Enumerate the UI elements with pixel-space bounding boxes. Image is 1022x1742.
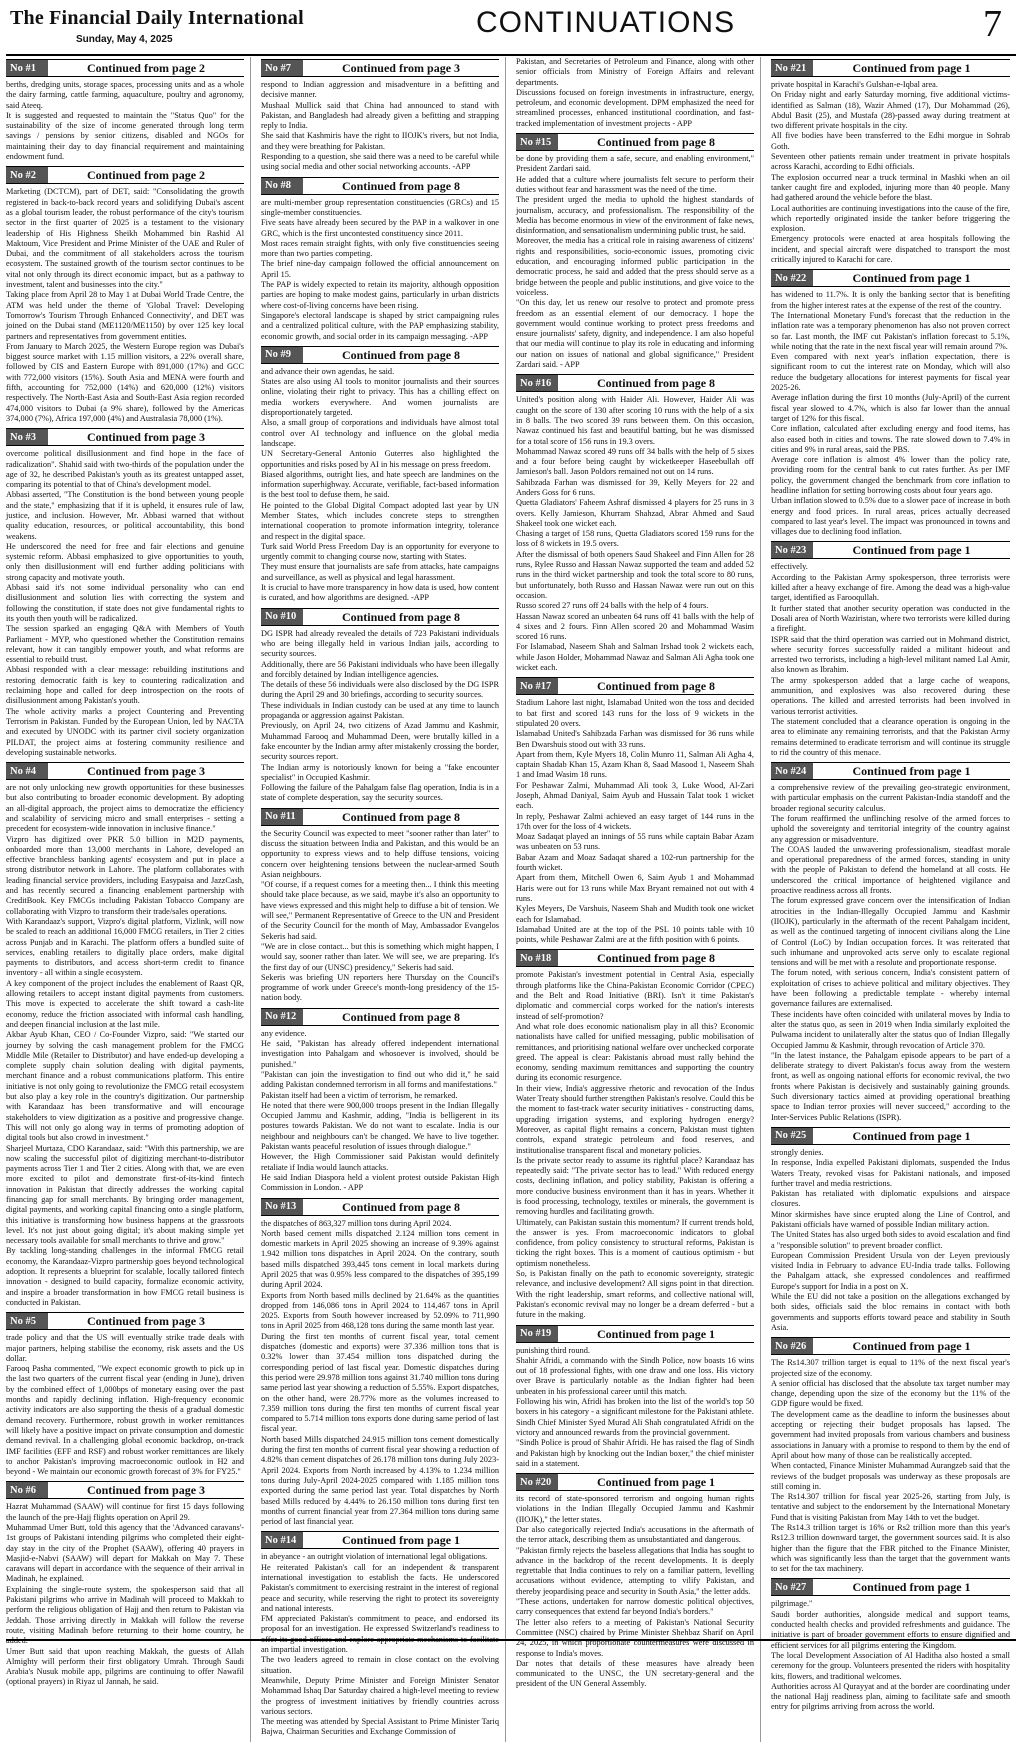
story-paragraph: Apart from them, Kyle Myers 18, Colin Munro 11, Salman Ali Agha 4, captain Shadab Khan 15, Azam Khan 8, Saad Masood 1, Naseem Shah 1 and Imad Wasim 18 runs. xyxy=(516,749,754,780)
story-paragraph: It further stated that another security operation was conducted in the Dosali area of North Waziristan, where two terrorists were killed during a firefight. xyxy=(771,603,1010,634)
story xyxy=(516,1325,754,1470)
continued-label: Continued from page 1 xyxy=(813,763,1010,779)
story-number: No #20 xyxy=(516,1474,558,1490)
story-paragraph: Moreover, the media has a critical role in raising awareness of citizens' rights and responsibilities, socio-economic issues, promoting civic education, and encouraging informed public participation in the democratic process, he said and added that the press should serve as a bridge between the people and public institutions, and give voice to the voiceless. xyxy=(516,236,754,297)
story-paragraph: Following the failure of the Pahalgam false flag operation, India is in a state of complete desperation, say the security sources. xyxy=(261,783,499,803)
story xyxy=(6,1481,244,1687)
story-paragraph: European Commission President Ursula von der Leyen previously visited India in February to advance EU-India trade talks. Following the Pahalgam attack, she expressed condolences and reaffirmed Europe's support for India in a post on X. xyxy=(771,1250,1010,1291)
story-paragraph: The meeting was attended by Special Assistant to Prime Minister Tariq Bajwa, Chairman Securities and Exchange Commission of xyxy=(261,1717,499,1737)
story-paragraph: With Karandaaz's support, Vizpro's digital platform, Vizlink, will now be scaled to reach an additional 16,000 FMCG retailers, in Tier 2 cities across Punjab and in Karachi. The platform offers a bundled suite of services, enabling retailers to digitally place orders, make digital payments to distributors, and access short-term credit to finance inventory - all within a single ecosystem. xyxy=(6,916,244,978)
story xyxy=(516,57,754,129)
story-paragraph: "Pakistan firmly rejects the baseless allegations that India has sought to advance in the backdrop of the recent developments. It is deeply regrettable that India continues to rely on a familiar pattern, levelling accusations without evidence, attempting to vilify Pakistan, and thereby jeopardising peace and security in South Asia," the letter adds. xyxy=(516,1545,754,1596)
continued-label: Continued from page 8 xyxy=(558,375,754,391)
story-paragraph: North based cement mills dispatched 2.124 million tons cement in domestic markets in April 2025 showing an increase of 9.39% against 1.942 million tons dispatches in April 2024. On the contrary, south based mills dispatched 393,445 tons cement in local markets during April 2025 that was 0.95% less compared to the dispatches of 395,199 during April 2024. xyxy=(261,1228,499,1290)
story-paragraph: The details of these 56 individuals were also disclosed by the DG ISPR during the April 29 and 30 briefings, according to security sources. xyxy=(261,680,499,700)
columns-container xyxy=(6,57,1016,1737)
story-number: No #18 xyxy=(516,950,558,966)
story-paragraph: Mushaal Mullick said that China had announced to stand with Pakistan, and Bangladesh had already given a befitting and strapping reply to India. xyxy=(261,100,499,131)
story-paragraph: Abbasi said it's not some individual personality who can end disillusionment and solution lies with correcting the system and following the constitution, if state does not give fundamental rights to its youth then youth will be radicalized. xyxy=(6,583,244,623)
story-header xyxy=(516,1473,754,1491)
story-paragraph: Exports from North based mills declined by 21.64% as the quantities dropped from 146,086 tons in April 2024 to 114,467 tons in April 2025. Exports from South however increased by 52.09% to 711,990 tons in April 2025 from 468,128 tons during the same month last year. xyxy=(261,1290,499,1331)
story-paragraph: By tackling long-standing challenges in the informal FMCG retail economy, the Karandaaz-Vizpro partnership goes beyond technological adoption. It represents a blueprint for scalable, locally tailored fintech innovation - designed to build capacity, formalize economic activity, and inspire a broader transformation in how FMCG retail business is conducted in Pakistan. xyxy=(6,1246,244,1307)
story-header xyxy=(261,177,499,195)
story-paragraph: They must ensure that journalists are safe from attacks, hate campaigns and surveillance, as well as physical and legal harassment. xyxy=(261,562,499,582)
story-paragraph: and advance their own agendas, he said. xyxy=(261,366,395,376)
story-paragraph: Muhammad Umer Butt, told this agency that the 'Advanced caravans'- 1st groups of Pakistani intending pilgrims who completed their eight-day stay in the city of the Prophet (SAAW), offering 40 prayers in Masjid-e-Nabvi (SAAW) will depart for Makkah on May 7. These caravans will depart in accordance with the sequence of their arrival in Madinah, he explained. xyxy=(6,1523,244,1584)
story-paragraph: After the dismissal of both openers Saud Shakeel and Finn Allen for 28 runs, Rylee Russo and Hassan Nawaz supported the team and added 52 runs in the third wicket partnership and took the total score to 80 runs, but unfortunately, both Russo and Hassan Nawaz were run out on this occasion. xyxy=(516,549,754,600)
continued-label: Continued from page 8 xyxy=(303,609,499,625)
story-paragraph: Islamabad United's Sahibzada Farhan was dismissed for 36 runs while Ben Dwarshuis stood out with 33 runs. xyxy=(516,729,754,749)
story-number: No #9 xyxy=(261,347,303,363)
story-paragraph: Minor skirmishes have since erupted along the Line of Control, and Pakistani officials have warned of possible Indian military action. xyxy=(771,1209,1010,1229)
story xyxy=(6,762,244,1308)
story-number: No #7 xyxy=(261,60,303,76)
story-paragraph: Umer Butt said that upon reaching Makkah, the guests of Allah Almighty will perform their first obligatory Umrah. Through Saudi Arabia's Nusuk mobile app, pilgrims are continuing to offer Nawafil (optional prayers) in Riyaz ul Jannah, he said. xyxy=(6,1646,244,1687)
story-paragraph: She said that Kashmiris have the right to IIOJK's rivers, but not India, and they were breathing for Pakistan. xyxy=(261,131,499,151)
story-paragraph: be done by providing them a safe, secure, and enabling environment," President Zardari said. xyxy=(516,154,754,174)
story-paragraph: Emergency protocols were enacted at area hospitals following the incident, and special aircraft were dispatched to transport the most critically injured to Karachi for care. xyxy=(771,234,1010,265)
story-number: No #13 xyxy=(261,1199,303,1215)
story xyxy=(261,608,499,804)
story xyxy=(6,59,244,162)
story-paragraph: The United States has also urged both sides to avoid escalation and find a "responsible solution" to prevent broader conflict. xyxy=(771,1230,1010,1250)
story-number: No #10 xyxy=(261,609,303,625)
story-number: No #23 xyxy=(771,542,813,558)
story-paragraph: Urban inflation slowed to 0.5% due to a slower pace of increase in both energy and food prices. In rural areas, prices actually decreased compared to last year's level. The impact was pronounced in towns and villages due to declining food inflation. xyxy=(771,496,1010,537)
story-number: No #14 xyxy=(261,1532,303,1548)
column-2 xyxy=(261,57,506,1742)
story-paragraph: He reiterated Pakistan's call for an independent & transparent international investigation to establish the facts. He underscored Pakistan's commitment to exercising restraint in the interest of regional peace and security, while reserving the right to protect its sovereignty and national interests. xyxy=(261,1562,499,1613)
section-title: CONTINUATIONS xyxy=(476,6,736,39)
story-paragraph: Farooq Pasha commented, "We expect economic growth to pick up in the last two quarters of the current fiscal year (ending in June), driven by the combined effect of 1,000bps of monetary easing over the past months and rapidly declining inflation. High-frequency economic activity indicators are also supporting the thesis of a gradual domestic demand recovery. Furthermore, robust growth in worker remittances will likely have a positive impact on private consumption and domestic demand revival. In a challenging global economic backdrop, on-track IMF facilities (EFF and RSF) and robust worker remittances are likely to anchor Pakistan's improving macroeconomic outlook in H2 and beyond - We maintain our economic growth forecast of 3% for FY25." xyxy=(6,1364,244,1477)
story-paragraph: "We are in close contact... but this is something which might happen, I would say, sooner rather than later. We will see, we are preparing. It's the first day of our (UNSC) presidency," Sekeris had said. xyxy=(261,941,499,972)
story-paragraph: Taking place from April 28 to May 1 at Dubai World Trade Centre, the ATM was held under the theme of 'Global Travel: Developing Tomorrow's Tourism Through Enhanced Connectivity', and DET was joined on the Dubai stand (ME1120/ME1150) by over 125 key local partners and representatives from government entities. xyxy=(6,290,244,341)
story-header xyxy=(6,762,244,780)
continued-label: Continued from page 3 xyxy=(48,763,244,779)
story-paragraph: Moaz Sadaqat played an innings of 55 runs while captain Babar Azam was unbeaten on 53 runs. xyxy=(516,832,754,852)
continued-label: Continued from page 1 xyxy=(813,1128,1010,1144)
story-paragraph: So, is Pakistan finally on the path to economic sovereignty, strategic relevance, and inclusive development? All signs point in that direction. With the right leadership, smart reforms, and collective national will, Pakistan's economic revival may no longer be a dream deferred - but a future in the making. xyxy=(516,1269,754,1320)
story xyxy=(261,177,499,342)
story-paragraph: The statement concluded that a clearance operation is ongoing in the area to eliminate any remaining terrorists, and that the Pakistan Army remains determined to eradicate terrorism and will continue its struggle to rid the country of this menace. xyxy=(771,716,1010,757)
continued-label: Continued from page 2 xyxy=(48,60,244,76)
story-paragraph: Pakistan, and Secretaries of Petroleum and Finance, along with other senior officials from Ministry of Foreign Affairs and relevant departments. xyxy=(516,57,754,87)
story xyxy=(771,269,1010,537)
story-paragraph: Following his win, Afridi has broken into the list of the world's top 50 boxers in his category - a significant milestone for the Pakistani athlete. xyxy=(516,1397,754,1417)
story-number: No #5 xyxy=(6,1313,48,1329)
story-paragraph: Seventeen other patients remain under treatment in private hospitals across Karachi, according to Edhi officials. xyxy=(771,152,1010,172)
story-paragraph: in abeyance - an outright violation of international legal obligations. xyxy=(261,1552,488,1562)
story-paragraph: pilgrimage." xyxy=(771,1599,813,1609)
story-paragraph: private hospital in Karachi's Gulshan-e-Iqbal area. xyxy=(771,80,938,89)
story-paragraph: Quetta Gladiators' Faheem Ashraf dismissed 4 players for 25 runs in 3 overs. Kelly Jamieson, Khurram Shahzad, Abrar Ahmed and Saud Shakeel took one wicket each. xyxy=(516,498,754,528)
story-header xyxy=(261,608,499,626)
story-paragraph: overcome political disillusionment and find hope in the face of radicalization". Shahid said with two-thirds of the population under the age of 32, he described Pakistan's youth as its greatest untapped asset, comparing its potential to that of China's development model. xyxy=(6,449,244,490)
story xyxy=(771,541,1010,758)
story-paragraph: trade policy and that the US will eventually strike trade deals with major partners, helping stabilise the economy, risk assets and the US dollar. xyxy=(6,1333,244,1363)
story-paragraph: While the EU did not take a position on the allegations exchanged by both sides, officials said the bloc remains in contact with both governments and supports efforts toward peace and stability in South Asia. xyxy=(771,1292,1010,1332)
page-number: 7 xyxy=(983,3,1002,45)
continued-label: Continued from page 8 xyxy=(558,950,754,966)
story-paragraph: Local authorities are continuing investigations into the cause of the fire, which reportedly originated inside the tanker before triggering the explosion. xyxy=(771,203,1010,234)
story-paragraph: And what role does economic nationalism play in all this? Economic nationalists have called for unified messaging, public mobilisation of remittances, and prioritising national welfare over unchecked corporate greed. The appeal is clear: Pakistanis abroad must rally behind the economy, sending maximum remittances and supporting the country during its economic resurgence. xyxy=(516,1021,754,1083)
story-paragraph: Is the private sector ready to assume its rightful place? Karandaaz has repeatedly said: "The private sector has to lead." With reduced energy costs, declining inflation, and policy stability, Pakistan is offering a more conducive business environment than it has in years. Whether it is food processing, technology, textiles or minerals, the government is removing hurdles and facilitating growth. xyxy=(516,1155,754,1217)
footer-rule xyxy=(6,1639,1016,1641)
story-paragraph: punishing third round. xyxy=(516,1345,590,1355)
story-paragraph: Marketing (DCTCM), part of DET, said: "Consolidating the growth registered in back-to-back record years and solidifying Dubai's ascent as a global tourism leader, the robust performance of the city's tourism sector in the first quarter of 2025 is a testament to the visionary leadership of His Highness Sheikh Mohammed bin Rashid Al Maktoum, Vice President and Prime Minister of the UAE and Ruler of Dubai, and the commitment of all stakeholders across the tourism ecosystem. The sustained growth of the tourism sector continues to be vital not only through its direct economic impact, but as a pathway to investment, talent and businesses into the city." xyxy=(6,187,244,290)
story-paragraph: Hassan Nawaz scored an unbeaten 64 runs off 41 balls with the help of 4 sixes and 2 fours. Finn Allen scored 20 and Mohammad Wasim scored 16 runs. xyxy=(516,611,754,642)
continued-label: Continued from page 3 xyxy=(48,1313,244,1329)
story-paragraph: a comprehensive review of the prevailing geo-strategic environment, with particular emphasis on the current Pakistan-India standoff and the broader regional security calculus. xyxy=(771,783,1010,813)
story-paragraph: Explaining the single-route system, the spokesperson said that all Pakistani pilgrims who arrive in Madinah will proceed to Makkah to perform the religious obligation of Hajj and then return to Pakistan via Jeddah. Those arriving directly in Makkah will follow the reverse route, visiting Madinah before returning to their home country, he added. xyxy=(6,1584,244,1646)
story-paragraph: States are also using AI tools to monitor journalists and their sources online, violating their right to privacy. This has a chilling effect on media workers everywhere. And women journalists are disproportionately targeted. xyxy=(261,377,499,418)
story-header xyxy=(771,59,1010,77)
story xyxy=(771,1127,1010,1333)
story-paragraph: Authorities across Al Qurayyat and at the border are coordinating under the national Hajj readiness plan, aiming to facilitate safe and smooth entry for pilgrims arriving from across the world. xyxy=(771,1681,1010,1712)
story-paragraph: The brief nine-day campaign followed the official announcement on April 15. xyxy=(261,259,499,279)
story-paragraph: "On this day, let us renew our resolve to protect and promote press freedom as an essential element of our democracy. I hope the government would continue working to protect press freedoms and ensure journalists' safety, dignity, and independence. I am also hopeful that our media will continue to play its role in educating and informing our nation on issues of national and global significance," President Zardari said. - APP xyxy=(516,298,754,370)
story-paragraph: "Pakistan can join the investigation to find out who did it," he said adding Pakistan condemned terrorism in all forms and manifestations." xyxy=(261,1069,499,1090)
story-number: No #3 xyxy=(6,429,48,445)
story-paragraph: In their view, India's aggressive rhetoric and revocation of the Indus Water Treaty should further strengthen Pakistan's resolve. Could this be the moment to fast-track water security initiatives - constructing dams, upgrading irrigation systems, and exploring hydrogen energy? Moreover, as capital flight remains a concern, Pakistan must tighten controls, expand strategic petroleum and food reserves, and institutionalise transparent fiscal and monetary policies. xyxy=(516,1083,754,1155)
story-paragraph: In reply, Peshawar Zalmi achieved an easy target of 144 runs in the 17th over for the loss of 4 wickets. xyxy=(516,811,754,831)
story xyxy=(261,1008,499,1194)
story-header xyxy=(771,1337,1010,1355)
masthead xyxy=(6,4,1016,56)
story-paragraph: The International Monetary Fund's forecast that the reduction in the inflation rate was a temporary phenomenon has also not proven correct so far. Last month, the IMF cut Pakistan's inflation forecast to 5.1%, while noting that the rate in the next fiscal year will remain around 7%. xyxy=(771,310,1010,351)
story-header xyxy=(261,1198,499,1216)
story-paragraph: respond to Indian aggression and misadventure in a befitting and decisive manner. xyxy=(261,80,499,100)
story-paragraph: Babar Azam and Moaz Sadaqat shared a 102-run partnership for the fourth wicket. xyxy=(516,852,754,873)
story-paragraph: berths, dredging units, storage spaces, processing units and as a whole the dairy farming, cattle farming, aquaculture, poultry and agronomy, said Ateeq. xyxy=(6,80,244,110)
story-paragraph: "These actions, undertaken for narrow domestic political objectives, carry consequences that extend far beyond India's borders." xyxy=(516,1597,754,1617)
story xyxy=(261,1198,499,1528)
story-paragraph: Core inflation, calculated after excluding energy and food items, has also eased both in cities and towns. The rate slowed down to 7.4% in cities and 9% in rural areas, said the PBS. xyxy=(771,424,1010,454)
story-paragraph: FM appreciated Pakistan's commitment to peace, and endorsed its proposal for an investigation. He expressed Switzerland's readiness to offer its good offices and explore appropriate mechanisms to facilitate an impartial investigation. xyxy=(261,1614,499,1655)
story-paragraph: The forum reaffirmed the unflinching resolve of the armed forces to uphold the sovereignty and territorial integrity of the country against any aggression or misadventure. xyxy=(771,814,1010,844)
continued-label: Continued from page 8 xyxy=(303,178,499,194)
story-paragraph: Shahir Afridi, a commando with the Sindh Police, now boasts 16 wins out of 18 professional fights, with one draw and one loss. His victory over Brave is particularly notable as the Indian fighter had been unbeaten in his professional career until this match. xyxy=(516,1355,754,1396)
story-number: No #4 xyxy=(6,763,48,779)
story-header xyxy=(6,59,244,77)
story-paragraph: Russo scored 27 runs off 24 balls with the help of 4 fours. xyxy=(516,601,709,611)
story-paragraph: Discussions focused on foreign investments in infrastructure, energy, petroleum, and economic development. DPM emphasized the need for streamlined processes, enhanced institutional coordination, and fast-tracked implementation of investment projects - APP xyxy=(516,87,754,128)
story-paragraph: Vizpro has digitized over PKR 5.0 billion in M2D payments, onboarded more than 13,000 merchants in Lahore, developed an effective branchless banking agents' ecosystem and put in place a strong distributor network in Lahore. The platform collaborates with leading financial service providers, including Easypaisa and JazzCash, and has recently secured a financing enablement partnership with CreditBook. Key FMCGs including Pakistan Tobacco Company are collaborating with Vizpro to transform their trade/sales operations. xyxy=(6,834,244,916)
story-header xyxy=(6,1481,244,1499)
column-3 xyxy=(516,57,761,1742)
continued-label: Continued from page 1 xyxy=(558,1474,754,1490)
story-paragraph: has widened to 11.7%. It is only the banking sector that is benefiting from the higher interest rates at the expense of the rest of the country. xyxy=(771,290,1010,310)
story-paragraph: During the first ten months of current fiscal year, total cement dispatches (domestic and exports) were 37.336 million tons that is 0.32% lower than 37.454 million tons dispatched during the corresponding period of last fiscal year. Domestic dispatches during this period were 29.978 million tons against 31.740 million tons during same period last year showing a reduction of 5.55%. Export dispatches, on the other hand, were 28.77% more as the volumes increased to 7.359 million tons during the first ten months of current fiscal year compared to 5.714 million tons exports done during same period of last fiscal year. xyxy=(261,1331,499,1434)
story-number: No #24 xyxy=(771,763,813,779)
story-number: No #12 xyxy=(261,1009,303,1025)
column-1 xyxy=(6,57,251,1742)
continued-label: Continued from page 1 xyxy=(558,1326,754,1342)
continued-label: Continued from page 8 xyxy=(303,1009,499,1025)
story-paragraph: Hazrat Muhammad (SAAW) will continue for first 15 days following the launch of the pre-Hajj flights operation on April 29. xyxy=(6,1502,244,1522)
story-paragraph: The two leaders agreed to remain in close contact on the evolving situation. xyxy=(261,1655,499,1675)
story-paragraph: The PAP is widely expected to retain its majority, although opposition parties are hoping to make modest gains, particularly in urban districts where cost-of-living concerns have been rising. xyxy=(261,280,499,310)
story-paragraph: promote Pakistan's investment potential in Central Asia, especially through platforms like the China-Pakistan Economic Corridor (CPEC) and the Belt and Road Initiative (BRI). Isn't it time Pakistan's diplomatic and commercial corps worked for the nation's interests instead of self-promotion? xyxy=(516,970,754,1021)
continued-label: Continued from page 1 xyxy=(813,270,1010,286)
continued-label: Continued from page 8 xyxy=(558,678,754,694)
story-paragraph: The forum noted, with serious concern, India's consistent pattern of exploitation of crises to achieve political and military objectives. They have been following a predictable template - whereby internal governance failures are externalised. xyxy=(771,968,1010,1009)
story xyxy=(516,949,754,1320)
story-paragraph: Pakistan itself had been a victim of terrorism, he remarked. xyxy=(261,1090,458,1100)
continued-label: Continued from page 1 xyxy=(813,542,1010,558)
story-header xyxy=(771,1127,1010,1145)
story-number: No #26 xyxy=(771,1338,813,1354)
story-paragraph: According to the Pakistan Army spokesperson, three terrorists were killed after a heavy exchange of fire. Among the dead was a high-value target, identified as Farooqullah. xyxy=(771,572,1010,603)
story-number: No #15 xyxy=(516,134,558,150)
story-header xyxy=(261,59,499,77)
story xyxy=(516,1473,754,1690)
story-paragraph: United's position along with Haider Ali. However, Haider Ali was caught on the score of 130 after scoring 10 runs with the help of a six in 8 balls. The two scored 39 runs between them. On this occasion, Nawaz continued his fast and beautiful batting, but he was dismissed for a total score of 156 runs in 19.3 overs. xyxy=(516,395,754,446)
newspaper-title: The Financial Daily International xyxy=(10,7,304,29)
story-paragraph: ISPR said that the third operation was carried out in Mohmand district, where security forces successfully raided a militant hideout and arrested two terrorists, including a high-level militant named Lal Amir, also known as Ibrahim. xyxy=(771,634,1010,675)
story xyxy=(516,133,754,370)
story-paragraph: It is suggested and requested to maintain the "Status Quo" for the sustainability of the size of income generated through long term savings / pensions by senior citizens, disabled and NGOs for maintaining their day to day financial requirement and maintaining endowment fund. xyxy=(6,110,244,162)
story-paragraph: These incidents have often coincided with unilateral moves by India to alter the status quo, as seen in 2019 when India similarly exploited the Pulwama incident to unilaterally alter the status quo of Indian Illegally Occupied Jammu & Kashmir, through revocation of Article 370. xyxy=(771,1009,1010,1050)
story-number: No #16 xyxy=(516,375,558,391)
story-paragraph: Saudi border authorities, alongside medical and support teams, conducted health checks and provided refreshments and guidance. The initiative is part of broader government efforts to ensure dignified and efficient services for all pilgrims entering the Kingdom. xyxy=(771,1609,1010,1650)
story xyxy=(516,374,754,673)
story-paragraph: The explosion occurred near a truck terminal in Mashki when an oil tanker caught fire and exploded, injuring more than 40 people. Many had gathered around the vehicle before the blast. xyxy=(771,172,1010,203)
story-paragraph: Apart from them, Mitchell Owen 6, Saim Ayub 1 and Mohammad Haris were out for 13 runs while Max Bryant remained not out with 4 runs. xyxy=(516,873,754,903)
story-header xyxy=(261,1008,499,1026)
story-paragraph: Dar also categorically rejected India's accusations in the aftermath of the terror attack, describing them as unsubstantiated and dangerous. xyxy=(516,1525,754,1545)
story-paragraph: Turk said World Press Freedom Day is an opportunity for everyone to urgently commit to changing course now, starting with States. xyxy=(261,541,499,562)
story-number: No #19 xyxy=(516,1326,558,1342)
story-header xyxy=(516,133,754,151)
continued-label: Continued from page 1 xyxy=(813,60,1010,76)
continued-label: Continued from page 3 xyxy=(48,429,244,445)
story-paragraph: the dispatches of 863,327 million tons during April 2024. xyxy=(261,1218,452,1228)
story-paragraph: The president urged the media to uphold the highest standards of journalism, accuracy, and professionalism. The responsibility of the Media has become enormous in view of the environment of fake news, disinformation, and sensationalism undermining public trust, he said. xyxy=(516,195,754,236)
story-paragraph: Sharjeel Murtaza, CDO Karandaaz, said: "With this partnership, we are now scaling the successful pilot of digitizing merchant-to-distributor payments across Tier 1 and Tier 2 cities. Along with that, we are even more excited to pilot and demonstrate first-of-its-kind fintech innovation in Pakistan that directly addresses the working capital financing gap for small merchants. By bringing order management, digital payments, and working capital financing onto a single platform, this initiative is transforming how business happens at the grassroots level. It's not just about going digital; it's about making simple yet necessary tools available for small merchants to thrive and grow." xyxy=(6,1143,244,1246)
story-paragraph: The session sparked an engaging Q&A with Members of Youth Parliament - MYP, who questioned whether the Constitution remains relevant, how it can tangibly empower youth, and what reforms are essential to rebuild trust. xyxy=(6,624,244,665)
story-paragraph: He noted that there were 900,000 troops present in the Indian Illegally Occupied Jammu and Kashmir, adding, "India is belligerent in its postures towards Pakistan. We do not want to escalate. India is our neighbour and neighbours can't be changed. We have to live together. Pakistan wants peaceful resolution of issues through dialogue." xyxy=(261,1100,499,1152)
story-paragraph: However, the High Commissioner said Pakistan would definitely retaliate if India would launch attacks. xyxy=(261,1152,499,1172)
story-paragraph: In response, India expelled Pakistani diplomats, suspended the Indus Waters Treaty, revoked visas for Pakistani nationals, and imposed further travel and media restrictions. xyxy=(771,1158,1010,1188)
story-paragraph: are multi-member group representation constituencies (GRCs) and 15 single-member constituencies. xyxy=(261,197,499,217)
story-header xyxy=(516,949,754,967)
story-header xyxy=(771,269,1010,287)
story-paragraph: Sekeris was briefing UN reporters here Thursday on the Council's programme of work under Greece's month-long presidency of the 15-nation body. xyxy=(261,972,499,1003)
story-header xyxy=(771,762,1010,780)
story-header xyxy=(771,541,1010,559)
story-paragraph: Sindh Chief Minister Syed Murad Ali Shah congratulated Afridi on the victory and announced rewards from the provincial government. xyxy=(516,1417,754,1437)
story-paragraph: "In the latest instance, the Pahalgam episode appears to be part of a deliberate strategy to divert Pakistan's focus away from the western front, as well as ongoing national efforts for economic revival, the two fronts where Pakistan is decisively and sustainably gaining grounds. Such diversionary tactics aimed at providing operational breathing space to Indian terror proxies will never succeed," according to the Inter-Services Public Relations (ISPR). xyxy=(771,1050,1010,1122)
story-paragraph: Sahibzada Farhan was dismissed for 39, Kelly Meyers for 22 and Anders Goss for 6 runs. xyxy=(516,477,754,497)
story-paragraph: Ultimately, can Pakistan sustain this momentum? If current trends hold, the answer is yes. From macroeconomic indicators to global confidence, from policy consistency to structural reforms, Pakistan is ticking the right boxes. This is a moment of cautious optimism - but optimism nonetheless. xyxy=(516,1217,754,1268)
story-paragraph: The letter also refers to a meeting of Pakistan's National Security Committee (NSC) chaired by Prime Minister Shehbaz Sharif on April 24, 2025, in which proportionate countermeasures were discussed in response to India's moves. xyxy=(516,1617,754,1658)
story-header xyxy=(261,346,499,364)
story-paragraph: Average core inflation is almost 4% lower than the policy rate, providing room for the central bank to cut rates further. As per IMF policy, the government changed the benchmark from core inflation to headline inflation for setting borrowing costs about four years ago. xyxy=(771,455,1010,495)
story-number: No #2 xyxy=(6,167,48,183)
story-paragraph: Abbasi asserted, "The Constitution is the bond between young people and the state," emphasizing that if it is upheld, it ensures rule of law, justice, and inclusion. However, Mr. Abbasi warned that without quality education, resources, or political accountability, this bond weakens. xyxy=(6,490,244,541)
story xyxy=(261,346,499,604)
story-paragraph: Chasing a target of 158 runs, Quetta Gladiators scored 159 runs for the loss of 8 wickets in 19.5 overs. xyxy=(516,529,754,549)
story-paragraph: Abbasi responded with a clear message: rebuilding institutions and restoring democratic faith is key to countering radicalization and reclaiming hope and called for deep introspection on the roots of disillusionment among Pakistan's youth. xyxy=(6,665,244,706)
story-number: No #21 xyxy=(771,60,813,76)
story-paragraph: A key component of the project includes the enablement of Raast QR, allowing retailers to accept instant digital payments from customers. This move is expected to accelerate the shift toward a cash-lite economy, reduce the friction associated with informal cash handling, and deepen financial inclusion at the last mile. xyxy=(6,978,244,1029)
story-paragraph: For Peshawar Zalmi, Muhammad Ali took 3, Luke Wood, Al-Zari Joseph, Ahmad Daniyal, Saim Ayub and Hussain Talat took 1 wicket each. xyxy=(516,780,754,811)
continued-label: Continued from page 3 xyxy=(48,1482,244,1498)
story-header xyxy=(516,1325,754,1343)
story-paragraph: It is crucial to have more transparency in how data is used, how content is curated, and how algorithms are designed. -APP xyxy=(261,583,499,603)
story-paragraph: the Security Council was expected to meet "sooner rather than later" to discuss the situation between India and Pakistan, and this would be an opportunity to express views and to help diffuse tensions, voicing concern over heightening tensions between the nuclear-armed South Asian neighbours. xyxy=(261,828,499,879)
continued-label: Continued from page 3 xyxy=(303,60,499,76)
story-paragraph: Islamabad United are at the top of the PSL 10 points table with 10 points, while Peshawar Zalmi are at the fifth position with 6 points. xyxy=(516,924,754,945)
story-paragraph: Dar notes that details of these measures have already been communicated to the UNSC, the UN secretary-general and the president of the UN General Assembly. xyxy=(516,1658,754,1689)
continued-label: Continued from page 1 xyxy=(813,1579,1010,1595)
story-paragraph: Responding to a question, she said there was a need to be careful while using social media and other social networking accounts. -APP xyxy=(261,152,499,172)
story-paragraph: Also, a small group of corporations and individuals have almost total control over AI technology and influence on the global media landscape. xyxy=(261,418,499,448)
story-paragraph: The COAS lauded the unwavering professionalism, steadfast morale and operational preparedness of the armed forces, standing in unity with the people of Pakistan to defend the homeland at all costs. He underscored the critical importance of heightened vigilance and proactive readiness across all fronts. xyxy=(771,844,1010,896)
continued-label: Continued from page 8 xyxy=(303,809,499,825)
story-header xyxy=(516,677,754,695)
story-paragraph: The local Development Association of Al Haditha also hosted a small ceremony for the group. Volunteers presented the riders with hospitality kits, flowers, and traditional welcomes. xyxy=(771,1650,1010,1681)
story-paragraph: Previously, on April 24, two citizens of Azad Jammu and Kashmir, Muhammad Farooq and Muhammad Deen, were brutally killed in a fake encounter by the Indian army after mistakenly crossing the border, security sources report. xyxy=(261,721,499,762)
story xyxy=(6,1312,244,1477)
story-number: No #11 xyxy=(261,809,303,825)
story-paragraph: Even compared with next year's inflation expectation, there is significant room to cut the interest rate on Monday, which will also reduce the budgetary allocations for interest payments for fiscal year 2025-26. xyxy=(771,352,1010,393)
story-number: No #17 xyxy=(516,678,558,694)
story-paragraph: Pakistan has retaliated with diplomatic expulsions and airspace closures. xyxy=(771,1189,1010,1209)
story-paragraph: The army spokesperson added that a large cache of weapons, ammunition, and explosives was also recovered during these operations. The killed and arrested terrorists had been involved in various terrorist activities. xyxy=(771,675,1010,716)
story-paragraph: Most races remain straight fights, with only five constituencies seeing more than two parties competing. xyxy=(261,238,499,259)
story-paragraph: When contacted, Finance Minister Muhammad Aurangzeb said that the reviews of the budget proposals was underway as these proposals are still coming in. xyxy=(771,1461,1010,1491)
story-paragraph: Akbar Ayub Khan, CEO / Co-Founder Vizpro, said: "We started our journey by solving the cash management problem for the FMCG Middle Mile (Retailer to Distributor) and have ended-up developing a complete supply chain solution dealing with digital payments, merchant finance and a robust communications platform. This entire initiative is not only going to revolutionize the FMCG retail ecosystem but also play a key role in the country's digitization. Our partnership with Karandaaz has been transformative and will encourage stakeholders to view digitization as a positive and progressive change. This will not only go along way in terms of promoting adoption of digital tools but also crowd in investment." xyxy=(6,1030,244,1143)
story-paragraph: Kyles Meyers, De Varshuis, Naseem Shah and Mudith took one wicket each for Islamabad. xyxy=(516,904,754,924)
story-paragraph: any evidence. xyxy=(261,1028,307,1038)
story-paragraph: He underscored the need for free and fair elections and genuine systemic reform. Abbasi emphasized to give opportunities to youth, only then disillusionment will end further adding politicians with strong capacity and motivate youth. xyxy=(6,541,244,582)
continued-label: Continued from page 8 xyxy=(558,134,754,150)
story-header xyxy=(6,166,244,184)
story-paragraph: Biased algorithms, outright lies, and hate speech are landmines on the information superhighway. Accurate, verifiable, fact-based information is the best tool to defuse them, he said. xyxy=(261,469,499,500)
story-paragraph: "Sindh Police is proud of Shahir Afridi. He has raised the flag of Sindh and Pakistan high by knocking out the Indian boxer," the chief minister said in a statement. xyxy=(516,1438,754,1468)
story xyxy=(6,166,244,424)
story-paragraph: All five bodies have been transferred to the Edhi morgue in Sohrab Goth. xyxy=(771,131,1010,151)
story-header xyxy=(261,1531,499,1549)
story-paragraph: strongly denies. xyxy=(771,1147,824,1157)
story-paragraph: On Friday night and early Saturday morning, five additional victims-identified as Salman (18), Wazir Ahmed (17), Dur Mohammad (26), Abdul Basit (25), and Mustafa (28)-passed away during treatment at two different private hospitals in the city. xyxy=(771,90,1010,131)
story-number: No #1 xyxy=(6,60,48,76)
continued-label: Continued from page 1 xyxy=(303,1532,499,1548)
story xyxy=(771,1578,1010,1712)
story-paragraph: Singapore's electoral landscape is shaped by strict campaigning rules and a centralized political culture, with the PAP emphasizing stability, economic growth, and social order in its campaign messaging. -APP xyxy=(261,310,499,341)
story-paragraph: These individuals in Indian custody can be used at any time to launch propaganda or aggression against Pakistan. xyxy=(261,700,499,721)
story-paragraph: From January to March 2025, the Western Europe region was Dubai's biggest source market with 1.15 million visitors, a 22% overall share, followed by CIS and Eastern Europe with 891,000 (17%) and GCC with 772,000 visitors (15%). South Asia and MENA were fourth and fifth, accounting for 752,000 (14%) and 620,000 (12%) visitors respectively. The North-East Asia and South-East Asia region recorded 474,000 visitors to Dubai (a 9% share), followed by the Americas 374,000 (7%), Africa 197,000 (4%) and Australasia 78,000 (1%). xyxy=(6,341,244,423)
story-header xyxy=(6,1312,244,1330)
story-paragraph: He said, "Pakistan has already offered independent international investigation into Pahalgam and whosoever is involved, should be punished." xyxy=(261,1039,499,1069)
column-4 xyxy=(771,57,1016,1742)
story-paragraph: North based Mills dispatched 24.915 million tons cement domestically during the first ten months of current fiscal year showing a reduction of 4.82% than cement dispatches of 26.178 million tons during July 2023-April 2024. Exports from North increased by 4.13% to 1.234 million tons during July-April 2024-2025 compared with 1.185 million tons exported during the same period last year. Total dispatches by North based Mills reduced by 4.44% to 26.150 million tons during first ten months of current financial year from 27.364 million tons during same period of last financial year. xyxy=(261,1434,499,1527)
story xyxy=(261,59,499,173)
story-number: No #8 xyxy=(261,178,303,194)
story-paragraph: effectively. xyxy=(771,562,808,572)
story-paragraph: Stadium Lahore last night, Islamabad United won the toss and decided to bat first and scored 143 runs for the loss of 9 wickets in the stipulated 20 overs. xyxy=(516,698,754,728)
story-paragraph: The forum expressed grave concern over the intensification of Indian atrocities in the Indian-Illegally Occupied Jammu and Kashmir (IIOJK), particularly in the aftermath of the recent Pahalgam incident, as well as the continued targeting of innocent civilians along the Line of Control (LoC) by Indian occupation forces. It was reiterated that such inhumane and unprovoked acts serve only to escalate regional tensions and will be met with a resolute and proportionate response. xyxy=(771,896,1010,968)
story-paragraph: Additionally, there are 56 Pakistani individuals who have been illegally and forcibly detained by Indian intelligence agencies. xyxy=(261,659,499,679)
story-paragraph: He said Indian Diaspora held a violent protest outside Pakistan High Commission in London. - APP xyxy=(261,1172,499,1193)
story-paragraph: A senior official has disclosed that the absolute tax target number may change, depending upon the size of the economy but the 11% of the GDP figure would be fixed. xyxy=(771,1378,1010,1409)
story-paragraph: He pointed to the Global Digital Compact adopted last year by UN Member States, which includes concrete steps to strengthen international cooperation to promote information integrity, tolerance and respect in the digital space. xyxy=(261,500,499,541)
story-paragraph: "Of course, if a request comes for a meeting then... I think this meeting should take place because, as we said, maybe it's also an opportunity to have views expressed and this might help to diffuse a bit of tension. We will see," Permanent Representative of Greece to the UN and President of the Security Council for the month of May, Ambassador Evangelos Sekeris had said. xyxy=(261,880,499,941)
story-number: No #22 xyxy=(771,270,813,286)
story-paragraph: The development came as the deadline to inform the businesses about accepting or rejecting their budget proposals has lapsed. The government had invited proposals from various chambers and business associations in January with a promise to respond to them by the end of April about how many of those can be realistically accepted. xyxy=(771,1409,1010,1460)
story-paragraph: The whole activity marks a project Countering and Preventing Terrorism in Pakistan. Funded by the European Union, led by NACTA and executed by UNODC with its partner civil society organization PILDAT, the project aims at fostering community resilience and developing sustainable networks. xyxy=(6,706,244,757)
story-paragraph: Five seats have already been secured by the PAP in a walkover in one GRC, which is the first uncontested constituency since 2011. xyxy=(261,218,499,238)
story xyxy=(6,428,244,758)
story-paragraph: For Islamabad, Naseem Shah and Salman Irshad took 2 wickets each, while Jason Holder, Mohammad Nawaz and Salman Ali Agha took one wicket each. xyxy=(516,642,754,673)
story xyxy=(771,762,1010,1123)
story-paragraph: The Rs14.3 trillion target is 16% or Rs2 trillion more than this year's Rs12.3 trillion downward target, the government sources said. It is also higher than the figure that the FBR pitched to the Finance Minister, which was significantly less than the target that the government wants to set for the tax machinery. xyxy=(771,1523,1010,1574)
story-paragraph: its record of state-sponsored terrorism and ongoing human rights violations in the Indian Illegally Occupied Jammu and Kashmir (IIOJK)," the letter states. xyxy=(516,1494,754,1524)
story xyxy=(516,677,754,945)
story-number: No #25 xyxy=(771,1128,813,1144)
story-paragraph: UN Secretary-General Antonio Guterres also highlighted the opportunities and risks posed by AI in his message on press freedom. xyxy=(261,449,499,469)
story-paragraph: Average inflation during the first 10 months (July-April) of the current fiscal year slowed to 4.7%, which is also far lower than the annual target of 12% for this fiscal. xyxy=(771,393,1010,423)
story-header xyxy=(6,428,244,446)
story-header xyxy=(771,1578,1010,1596)
story-paragraph: Meanwhile, Deputy Prime Minister and Foreign Minister Senator Mohammad Ishaq Dar Saturday chaired a high-level meeting to review the progress of investment initiatives by friendly countries across various sectors. xyxy=(261,1675,499,1716)
continued-label: Continued from page 8 xyxy=(303,1199,499,1215)
continued-label: Continued from page 8 xyxy=(303,347,499,363)
story-header xyxy=(261,808,499,826)
story xyxy=(771,59,1010,265)
story-paragraph: The Rs14.307 trillion for fiscal year 2025-26, starting from July, is tentative and subject to the endorsement by the International Monetary Fund that is visiting Pakistan from May 14th to vet the budget. xyxy=(771,1492,1010,1522)
story xyxy=(261,1531,499,1737)
story-paragraph: The Indian army is notoriously known for being a "fake encounter specialist" in Occupied Kashmir. xyxy=(261,762,499,782)
story-paragraph: DG ISPR had already revealed the details of 723 Pakistani individuals who are being illegally held in various Indian jails, according to security sources. xyxy=(261,628,499,659)
continued-label: Continued from page 2 xyxy=(48,167,244,183)
story-number: No #27 xyxy=(771,1579,813,1595)
story-header xyxy=(516,374,754,392)
story-paragraph: He added that a culture where journalists felt secure to perform their duties without fear and harassment was the need of the time. xyxy=(516,174,754,194)
story-paragraph: are not only unlocking new growth opportunities for these businesses but also contributing to broader economic development. By adopting an all-digital approach, the project aims to democratize the efficiency and scalability of servicing micro and small enterprises - setting a precedent for ecosystem-wide innovation in inclusive finance." xyxy=(6,783,244,834)
story-paragraph: The Rs14.307 trillion target is equal to 11% of the next fiscal year's projected size of the economy. xyxy=(771,1358,1010,1378)
continued-label: Continued from page 1 xyxy=(813,1338,1010,1354)
issue-date: Sunday, May 4, 2025 xyxy=(76,34,173,45)
story xyxy=(261,808,499,1004)
story-paragraph: Mohammad Nawaz scored 49 runs off 34 balls with the help of 5 sixes and a four before being caught by wicketkeeper Haseebullah off Jamieson's ball. Jason Poldors remained not out on 14 runs. xyxy=(516,446,754,477)
story xyxy=(771,1337,1010,1574)
story-number: No #6 xyxy=(6,1482,48,1498)
